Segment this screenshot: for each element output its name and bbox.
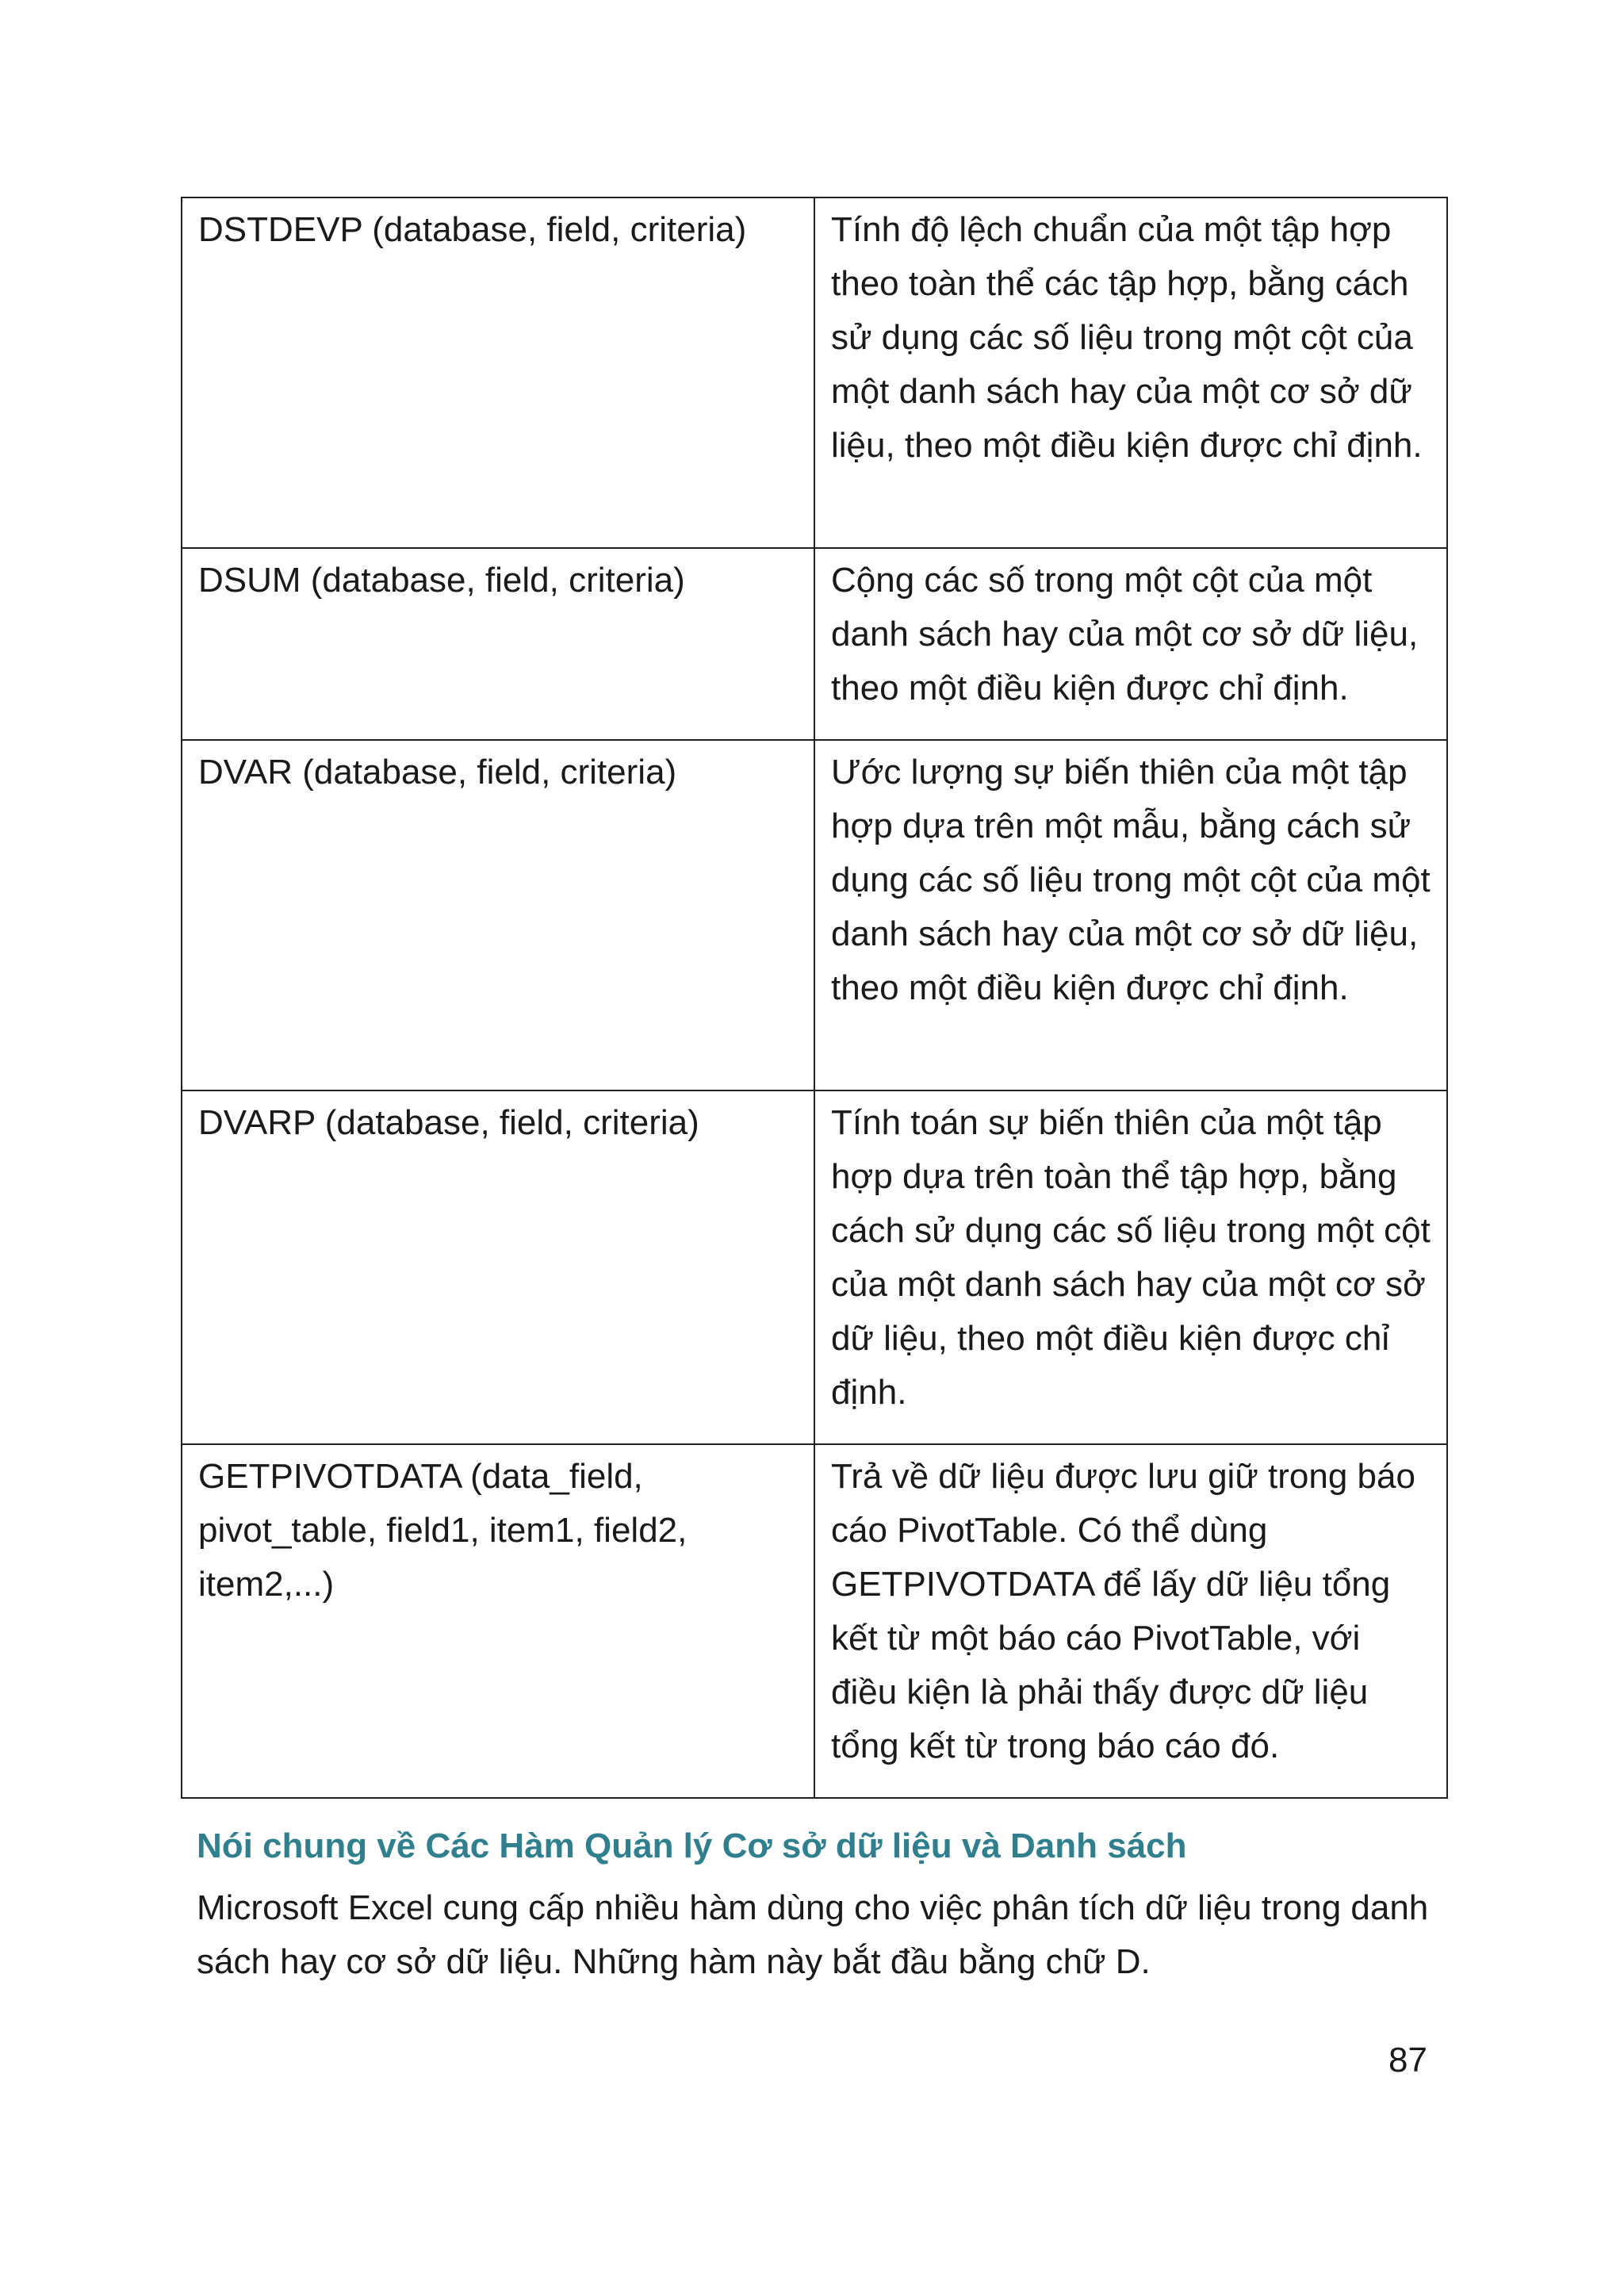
- function-description: Trả về dữ liệu được lưu giữ trong báo cáo PivotTable. Có thể dùng GETPIVOTDATA để lấy dữ liệu tổng kết từ một báo cáo PivotTable, với điều kiện là phải thấy được dữ liệu tổng kết từ trong báo cáo đó.: [814, 1444, 1447, 1798]
- page-number: 87: [1388, 2041, 1427, 2079]
- function-description: Tính độ lệch chuẩn của một tập hợp theo toàn thể các tập hợp, bằng cách sử dụng các số liệu trong một cột của một danh sách hay của một cơ sở dữ liệu, theo một điều kiện được chỉ định.: [814, 197, 1447, 548]
- table-row: [182, 548, 1447, 740]
- table-row: [182, 197, 1447, 548]
- function-description: Tính toán sự biến thiên của một tập hợp dựa trên toàn thể tập hợp, bằng cách sử dụng các số liệu trong một cột của một danh sách hay của một cơ sở dữ liệu, theo một điều kiện được chỉ định.: [814, 1091, 1447, 1444]
- function-signature: DSUM (database, field, criteria): [182, 548, 814, 740]
- function-table: [181, 197, 1448, 1799]
- function-signature: DVAR (database, field, criteria): [182, 740, 814, 1091]
- function-signature: DSTDEVP (database, field, criteria): [182, 197, 814, 548]
- table-row: [182, 740, 1447, 1091]
- function-signature: GETPIVOTDATA (data_field, pivot_table, field1, item1, field2, item2,...): [182, 1444, 814, 1798]
- table-row: [182, 1091, 1447, 1444]
- function-description: Cộng các số trong một cột của một danh sách hay của một cơ sở dữ liệu, theo một điều kiện được chỉ định.: [814, 548, 1447, 740]
- section-heading: Nói chung về Các Hàm Quản lý Cơ sở dữ liệu và Danh sách: [197, 1826, 1187, 1865]
- function-signature: DVARP (database, field, criteria): [182, 1091, 814, 1444]
- table-row: [182, 1444, 1447, 1798]
- section-paragraph: Microsoft Excel cung cấp nhiều hàm dùng cho việc phân tích dữ liệu trong danh sách hay cơ sở dữ liệu. Những hàm này bắt đầu bằng chữ D.: [197, 1888, 1429, 1981]
- function-description: Ước lượng sự biến thiên của một tập hợp dựa trên một mẫu, bằng cách sử dụng các số liệu trong một cột của một danh sách hay của một cơ sở dữ liệu, theo một điều kiện được chỉ định.: [814, 740, 1447, 1091]
